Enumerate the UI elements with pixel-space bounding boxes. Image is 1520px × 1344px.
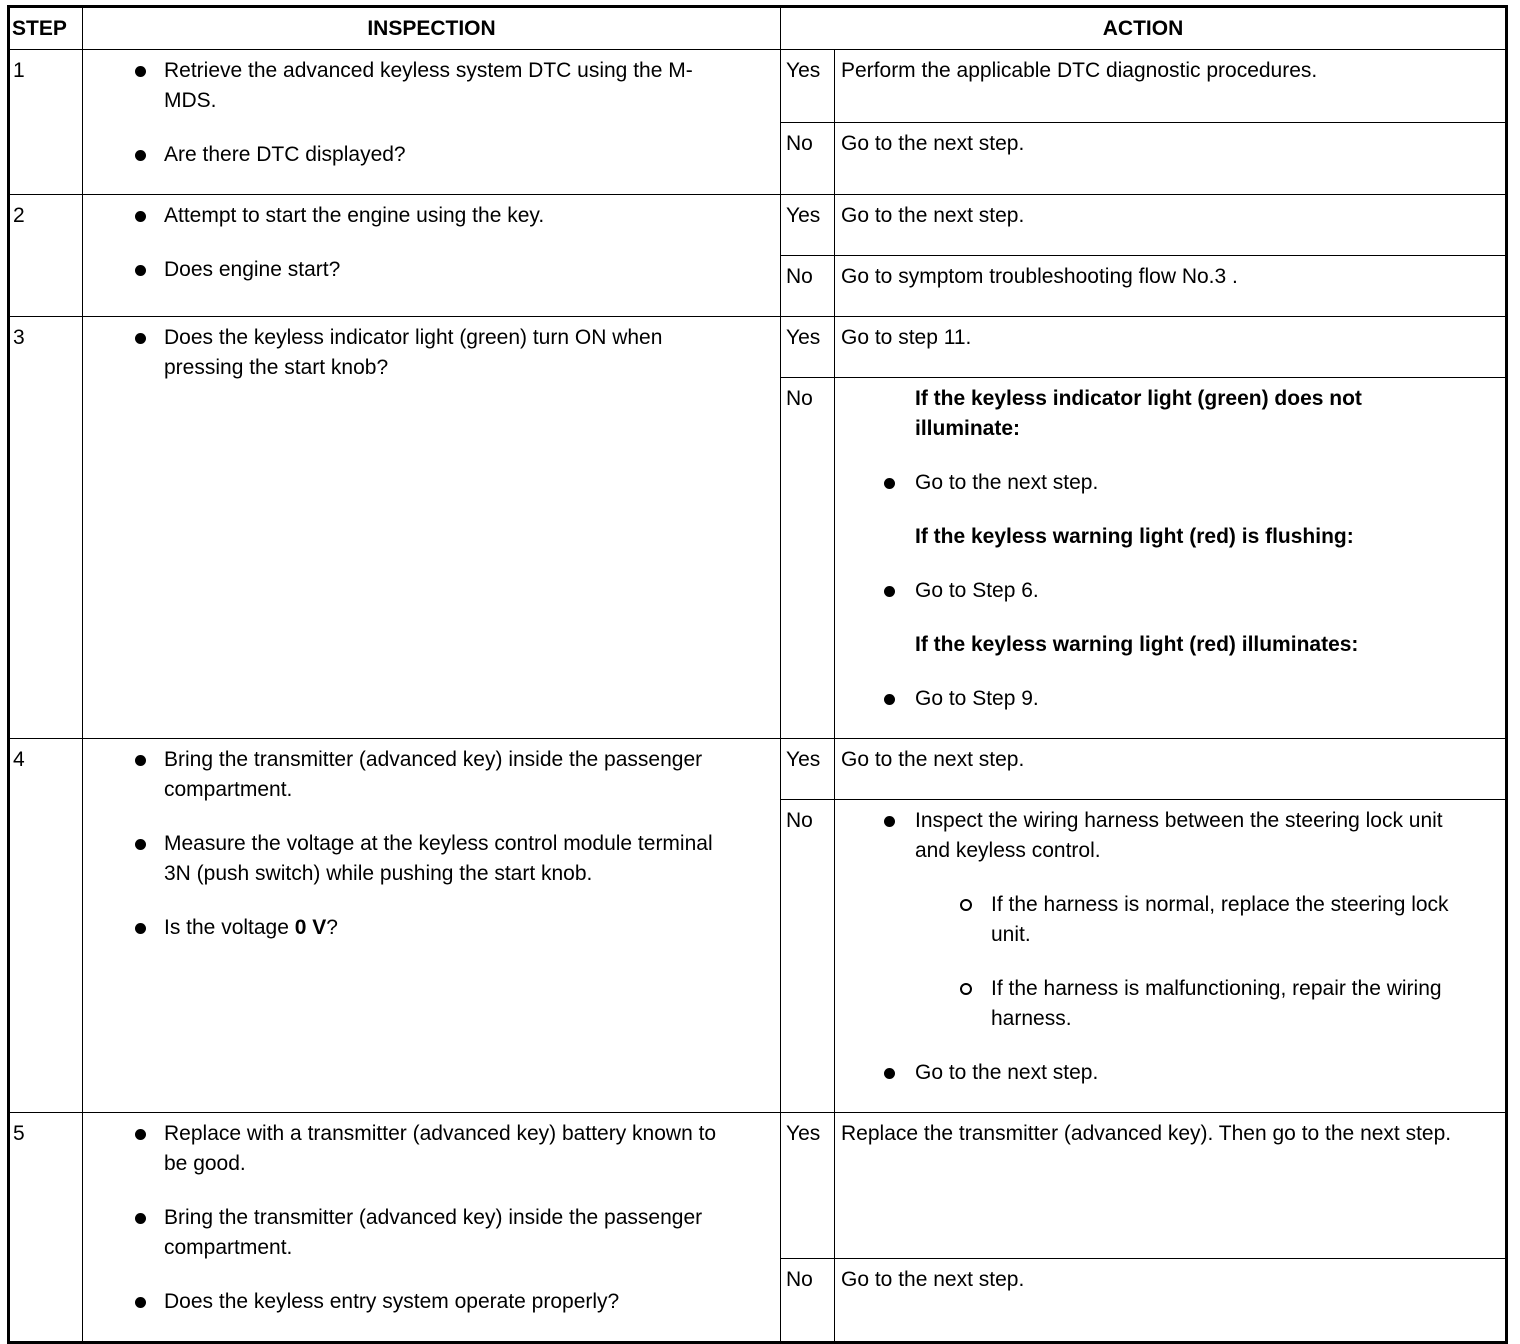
text-run: If the keyless indicator light (green) does not illuminate: (915, 387, 1362, 440)
no-action (835, 256, 1507, 317)
step-row-yes (9, 50, 1507, 123)
yes-action (835, 317, 1507, 378)
header-step: STEP (9, 7, 83, 50)
yes-label: Yes (781, 739, 835, 800)
text-run: Attempt to start the engine using the key. (164, 204, 545, 227)
text-run: If the keyless warning light (red) illuminates: (915, 633, 1359, 656)
text-run: Go to the next step. (915, 1061, 1099, 1084)
list-item (841, 468, 1465, 498)
text-run: Does the keyless entry system operate properly? (164, 1290, 620, 1313)
list-item (841, 1058, 1465, 1088)
no-action (835, 378, 1507, 739)
header-action: ACTION (781, 7, 1507, 50)
list-item (83, 1287, 740, 1317)
text-run: Go to step 11. (841, 326, 972, 349)
list-item (83, 140, 740, 170)
list-item (83, 1203, 740, 1263)
list-item (841, 201, 1465, 231)
list-item (841, 262, 1465, 292)
step-number: 1 (9, 50, 83, 195)
text-run: Perform the applicable DTC diagnostic procedures. (841, 59, 1318, 82)
condition-heading (841, 384, 1465, 444)
step-row-yes (9, 1113, 1507, 1259)
yes-action (835, 195, 1507, 256)
inspection-cell (83, 317, 781, 739)
step-row-yes (9, 317, 1507, 378)
text-run: If the keyless warning light (red) is flushing: (915, 525, 1354, 548)
list-item (841, 1119, 1465, 1149)
text-run: Replace with a transmitter (advanced key) battery known to be good. (164, 1122, 717, 1175)
yes-label: Yes (781, 195, 835, 256)
no-action (835, 800, 1507, 1113)
text-run: If the harness is malfunctioning, repair the wiring harness. (991, 977, 1442, 1030)
text-run: Are there DTC displayed? (164, 143, 406, 166)
step-number: 3 (9, 317, 83, 739)
list-item (83, 255, 740, 285)
list-item (841, 684, 1465, 714)
yes-action (835, 1113, 1507, 1259)
text-run: Is the voltage (164, 916, 295, 939)
condition-heading (841, 630, 1465, 660)
text-run: Go to the next step. (841, 204, 1025, 227)
list-item (841, 129, 1465, 159)
yes-label: Yes (781, 50, 835, 123)
list-item (83, 745, 740, 805)
no-label: No (781, 122, 835, 195)
list-item (841, 576, 1465, 606)
no-label: No (781, 256, 835, 317)
inspection-cell (83, 195, 781, 317)
text-run: Go to the next step. (915, 471, 1099, 494)
text-run: ? (326, 916, 338, 939)
text-run: Go to Step 9. (915, 687, 1039, 710)
text-run: Bring the transmitter (advanced key) inside the passenger compartment. (164, 748, 703, 801)
list-item (83, 56, 740, 116)
text-run: 0 V (294, 916, 327, 939)
list-item (83, 201, 740, 231)
step-number: 4 (9, 739, 83, 1113)
inspection-cell (83, 1113, 781, 1343)
yes-label: Yes (781, 317, 835, 378)
list-item (841, 323, 1465, 353)
no-action (835, 122, 1507, 195)
list-item (841, 1265, 1465, 1295)
yes-action (835, 739, 1507, 800)
yes-action (835, 50, 1507, 123)
text-run: Go to the next step. (841, 1268, 1025, 1292)
list-item (841, 890, 1465, 950)
header-row (9, 7, 1507, 50)
list-item (841, 56, 1465, 86)
text-run: Go to Step 6. (915, 579, 1039, 602)
text-run: Retrieve the advanced keyless system DTC using the M-MDS. (164, 59, 693, 112)
list-item (83, 1119, 740, 1179)
list-item (83, 913, 740, 943)
yes-label: Yes (781, 1113, 835, 1259)
list-item (83, 323, 740, 383)
inspection-cell (83, 739, 781, 1113)
step-row-yes (9, 195, 1507, 256)
diagnostic-table (7, 5, 1508, 1344)
step-number: 2 (9, 195, 83, 317)
text-run: If the harness is normal, replace the steering lock unit. (991, 893, 1449, 946)
text-run: Bring the transmitter (advanced key) inside the passenger compartment. (164, 1206, 703, 1259)
list-item (83, 829, 740, 889)
inspection-cell (83, 50, 781, 195)
text-run: Inspect the wiring harness between the steering lock unit and keyless control. (915, 809, 1443, 862)
step-number: 5 (9, 1113, 83, 1343)
list-item (841, 806, 1465, 866)
text-run: Does engine start? (164, 258, 341, 281)
text-run: Go to the next step. (841, 131, 1025, 155)
no-label: No (781, 378, 835, 739)
no-label: No (781, 800, 835, 1113)
text-run: Go to symptom troubleshooting flow No.3 . (841, 265, 1238, 288)
text-run: Replace the transmitter (advanced key). Then go to the next step. (841, 1122, 1452, 1145)
no-label: No (781, 1259, 835, 1343)
no-action (835, 1259, 1507, 1343)
step-row-yes (9, 739, 1507, 800)
header-inspection: INSPECTION (83, 7, 781, 50)
text-run: Does the keyless indicator light (green) turn ON when pressing the start knob? (164, 326, 663, 379)
list-item (841, 974, 1465, 1034)
text-run: Measure the voltage at the keyless control module terminal 3N (push switch) while pushing the start knob. (164, 832, 713, 885)
text-run: Go to the next step. (841, 748, 1025, 771)
condition-heading (841, 522, 1465, 552)
list-item (841, 745, 1465, 775)
